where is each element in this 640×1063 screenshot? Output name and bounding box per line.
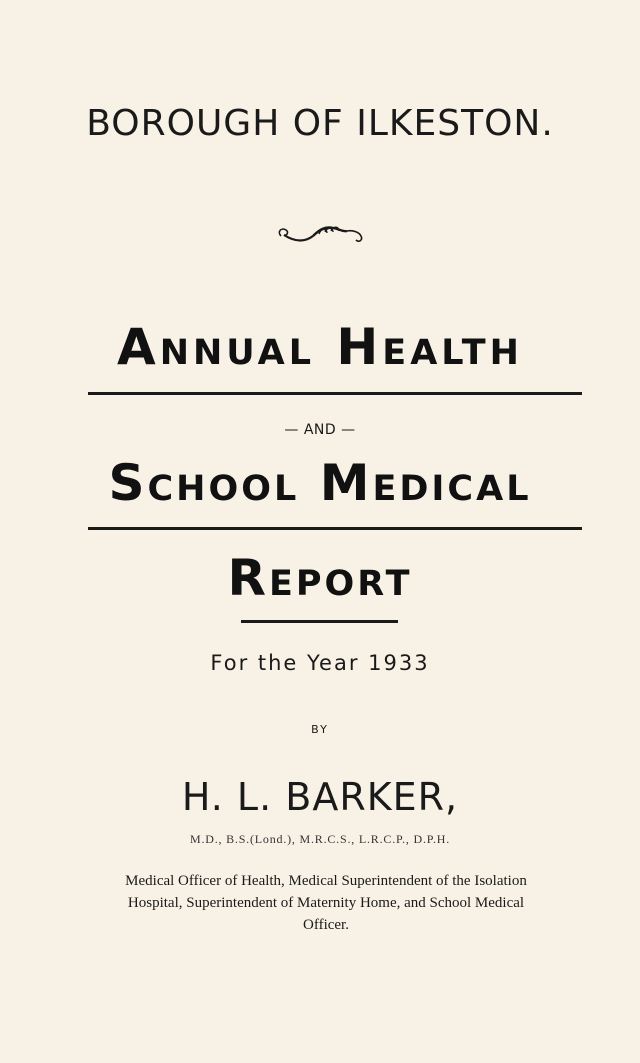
rule-divider-2 xyxy=(88,527,582,530)
borough-heading: BOROUGH OF ILKESTON. xyxy=(86,103,554,144)
author-description: Medical Officer of Health, Medical Superintendent of the Isolation Hospital, Superintendent of Maternity Home, and School Medical Officer. xyxy=(125,873,527,933)
rule-divider-3 xyxy=(241,620,398,623)
author-degrees: M.D., B.S.(Lond.), M.R.C.S., L.R.C.P., D.P.H. xyxy=(189,832,451,846)
report-year: For the Year 1933 xyxy=(210,651,430,675)
rule-divider-1 xyxy=(88,392,582,395)
title-school-medical: School Medical xyxy=(108,454,532,512)
title-annual-health: Annual Health xyxy=(117,318,523,376)
title-connector: — AND — xyxy=(284,422,356,438)
by-label: BY xyxy=(311,723,329,736)
title-report: Report xyxy=(227,549,413,607)
author-name: H. L. BARKER, xyxy=(181,775,459,819)
scroll-flourish-icon xyxy=(275,222,367,250)
